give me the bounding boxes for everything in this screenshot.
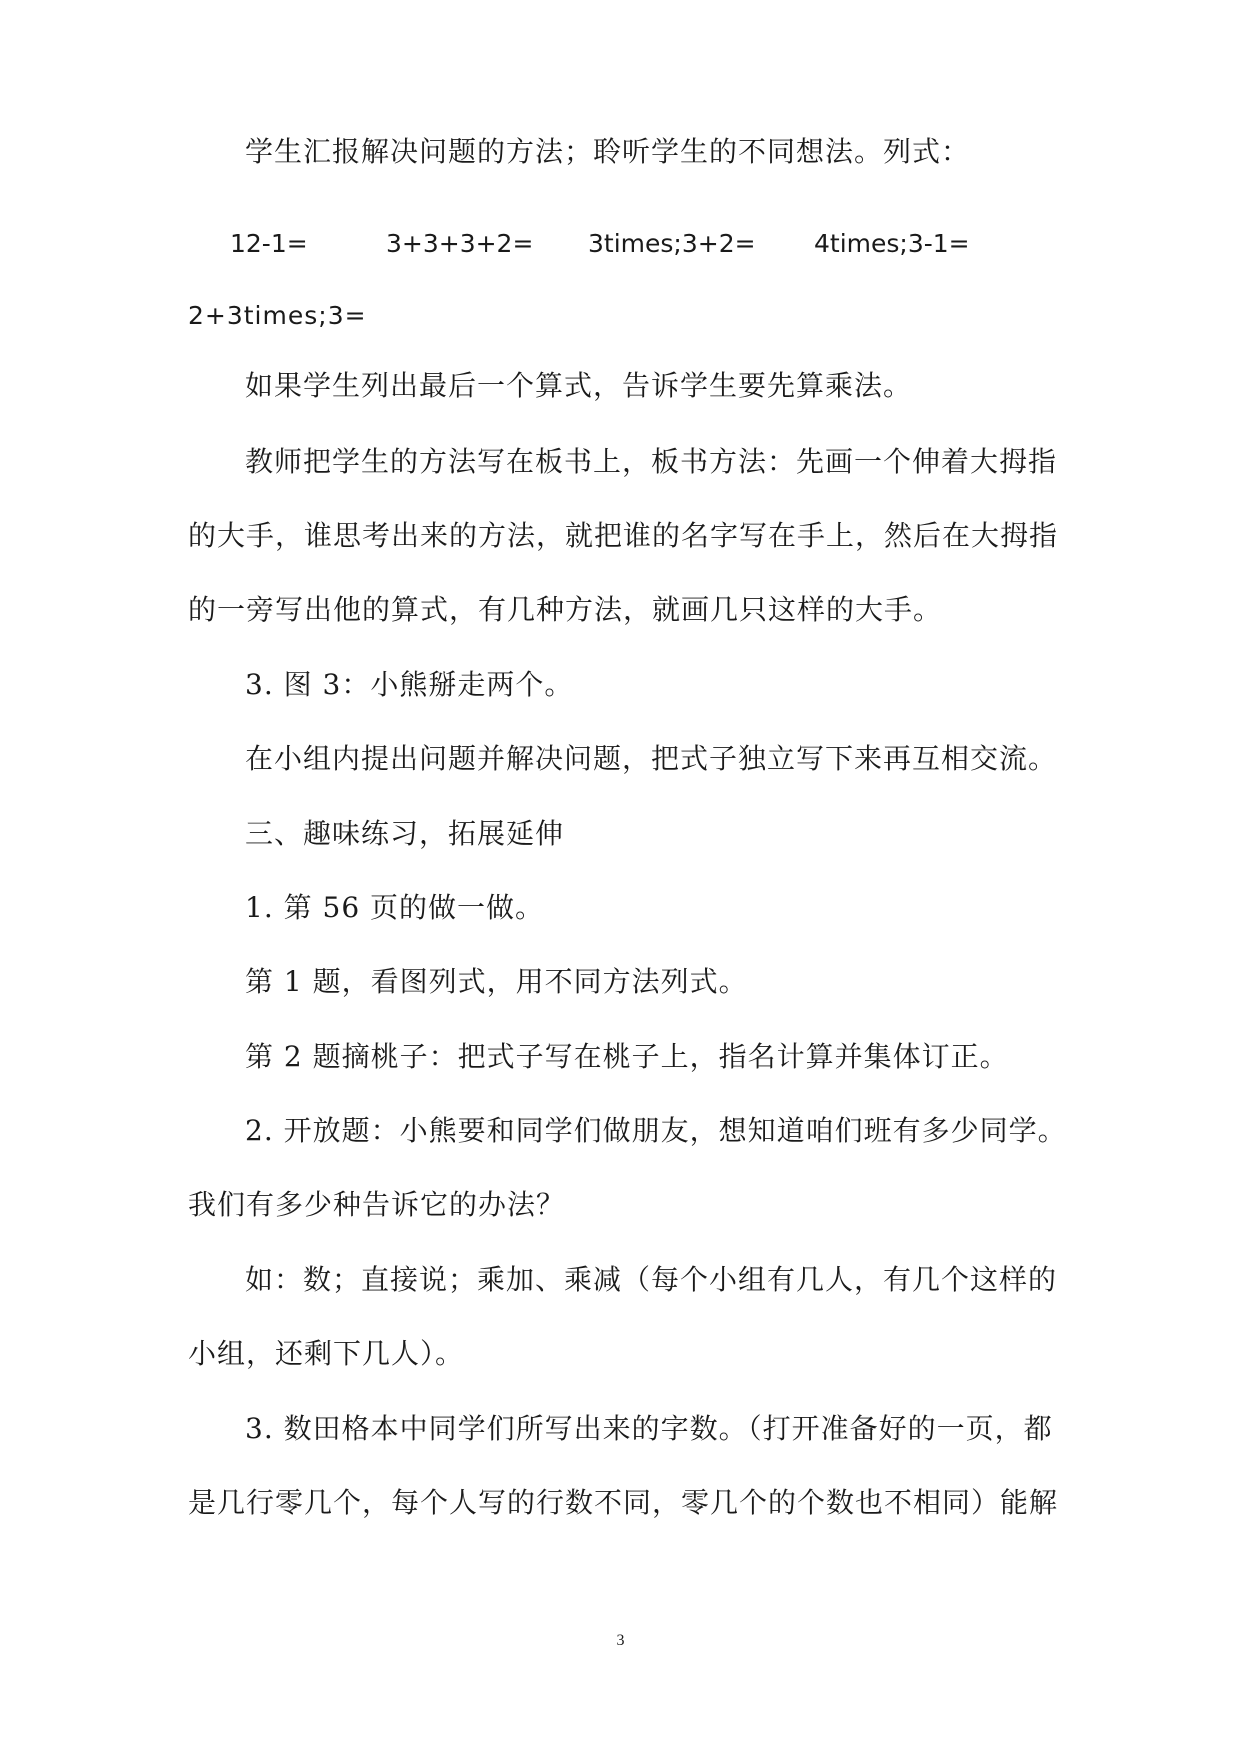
paragraph-line: 在小组内提出问题并解决问题，把式子独立写下来再互相交流。 — [245, 742, 1058, 775]
paragraph-line: 如：数；直接说；乘加、乘减（每个小组有几人，有几个这样的 — [245, 1263, 1058, 1296]
paragraph-line: 我们有多少种告诉它的办法？ — [188, 1188, 566, 1221]
paragraph-line: 1. 第 56 页的做一做。 — [245, 891, 545, 924]
formula: 3+3+3+2= — [386, 229, 534, 258]
paragraph-line: 的大手，谁思考出来的方法，就把谁的名字写在手上，然后在大拇指 — [188, 519, 1059, 552]
paragraph-line: 第 1 题，看图列式，用不同方法列式。 — [245, 965, 748, 998]
page-number: 3 — [616, 1632, 625, 1649]
paragraph-line: 3. 图 3：小熊掰走两个。 — [245, 668, 574, 701]
paragraph-line: 第 2 题摘桃子：把式子写在桃子上，指名计算并集体订正。 — [245, 1040, 1009, 1073]
paragraph-line: 是几行零几个，每个人写的行数不同，零几个的个数也不相同）能解 — [188, 1486, 1059, 1519]
formula: 12-1= — [230, 229, 308, 258]
paragraph-line: 学生汇报解决问题的方法；聆听学生的不同想法。列式： — [245, 135, 971, 168]
section-heading: 三、趣味练习，拓展延伸 — [245, 817, 565, 850]
formula: 2+3times;3= — [188, 301, 367, 330]
formula: 4times;3-1= — [814, 229, 970, 258]
paragraph-line: 教师把学生的方法写在板书上，板书方法：先画一个伸着大拇指 — [245, 445, 1058, 478]
paragraph-line: 2. 开放题：小熊要和同学们做朋友，想知道咱们班有多少同学。 — [245, 1114, 1067, 1147]
formula: 3times;3+2= — [588, 229, 756, 258]
formula-row — [188, 226, 1054, 262]
paragraph-line: 3. 数田格本中同学们所写出来的字数。（打开准备好的一页，都 — [245, 1412, 1053, 1445]
paragraph-line: 的一旁写出他的算式，有几种方法，就画几只这样的大手。 — [188, 593, 943, 626]
paragraph-line: 小组，还剩下几人）。 — [188, 1337, 465, 1370]
paragraph-line: 如果学生列出最后一个算式，告诉学生要先算乘法。 — [245, 369, 913, 402]
